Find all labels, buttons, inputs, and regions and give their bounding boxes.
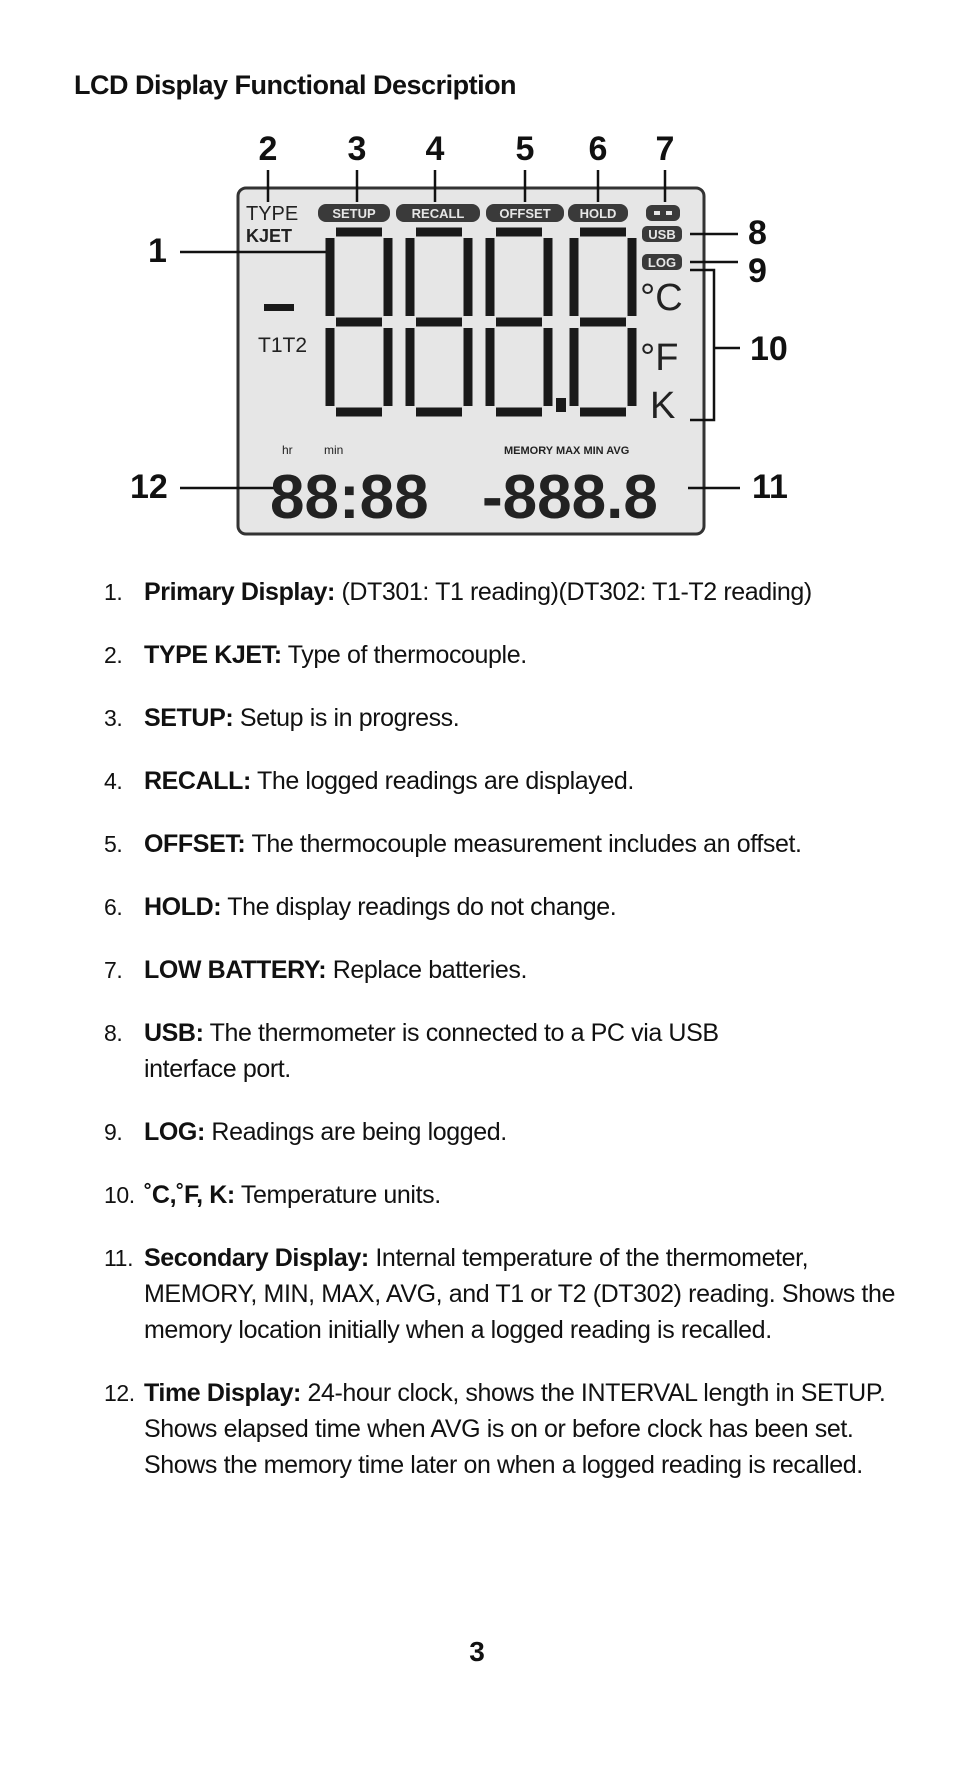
list-item: 11. Secondary Display: Internal temperature of the thermometer, MEMORY, MIN, MAX, AVG, and T1 or T2 (DT302) reading. Shows the memory location initially when a logged reading is recalled. — [104, 1244, 895, 1344]
callout-9: 9 — [748, 252, 767, 290]
time-label-hr: hr — [282, 443, 293, 457]
usb-indicator: USB — [648, 227, 676, 242]
description-list — [104, 574, 924, 1510]
type-values: KJET — [246, 226, 293, 246]
callout-1: 1 — [148, 232, 167, 270]
unit-fahrenheit: °F — [640, 337, 679, 379]
list-item: 1. Primary Display: (DT301: T1 reading)(DT302: T1-T2 reading) — [104, 578, 812, 606]
hold-badge: HOLD — [579, 206, 617, 221]
list-item: 6. HOLD: The display readings do not change. — [104, 893, 617, 921]
unit-kelvin: K — [650, 385, 676, 427]
callout-8: 8 — [748, 214, 767, 252]
secondary-labels: MEMORY MAX MIN AVG — [504, 445, 630, 457]
minus-segment — [264, 304, 294, 311]
callout-4: 4 — [425, 130, 445, 168]
time-readout: 88:88 — [270, 463, 429, 532]
page-number: 3 — [469, 1636, 485, 1667]
secondary-readout: -888.8 — [482, 463, 658, 532]
log-indicator: LOG — [647, 255, 677, 270]
page-title: LCD Display Functional Description — [74, 70, 517, 100]
callout-11: 11 — [752, 468, 788, 506]
unit-celsius: °C — [640, 277, 683, 319]
time-label-min: min — [324, 443, 344, 457]
callout-12: 12 — [130, 468, 168, 506]
callout-10: 10 — [750, 330, 788, 368]
callout-5: 5 — [515, 130, 535, 168]
list-item: 3. SETUP: Setup is in progress. — [104, 704, 460, 732]
list-item: 12. Time Display: 24-hour clock, shows the INTERVAL length in SETUP. Shows elapsed time when AVG is on or before clock has been set. Shows the memory time later on when a logged reading is recalled. — [104, 1379, 886, 1479]
list-item: 9. LOG: Readings are being logged. — [104, 1118, 507, 1146]
list-item: 2. TYPE KJET: Type of thermocouple. — [104, 641, 527, 669]
callout-6: 6 — [588, 130, 608, 168]
list-item: 5. OFFSET: The thermocouple measurement includes an offset. — [104, 830, 802, 858]
sensor-label: T1T2 — [258, 334, 308, 357]
callout-2: 2 — [258, 130, 278, 168]
callout-7: 7 — [655, 130, 675, 168]
offset-badge: OFFSET — [499, 206, 551, 221]
list-item: 10. ˚C,˚F, K: Temperature units. — [104, 1181, 441, 1209]
list-item: 8. USB: The thermometer is connected to a PC via USB interface port. — [104, 1019, 719, 1083]
list-item: 4. RECALL: The logged readings are displayed. — [104, 767, 634, 795]
type-label: TYPE — [246, 203, 299, 225]
lcd-diagram — [0, 120, 954, 560]
setup-badge: SETUP — [332, 206, 376, 221]
callout-3: 3 — [347, 130, 367, 168]
list-item: 7. LOW BATTERY: Replace batteries. — [104, 956, 528, 984]
recall-badge: RECALL — [411, 206, 465, 221]
battery-icon — [646, 205, 680, 221]
